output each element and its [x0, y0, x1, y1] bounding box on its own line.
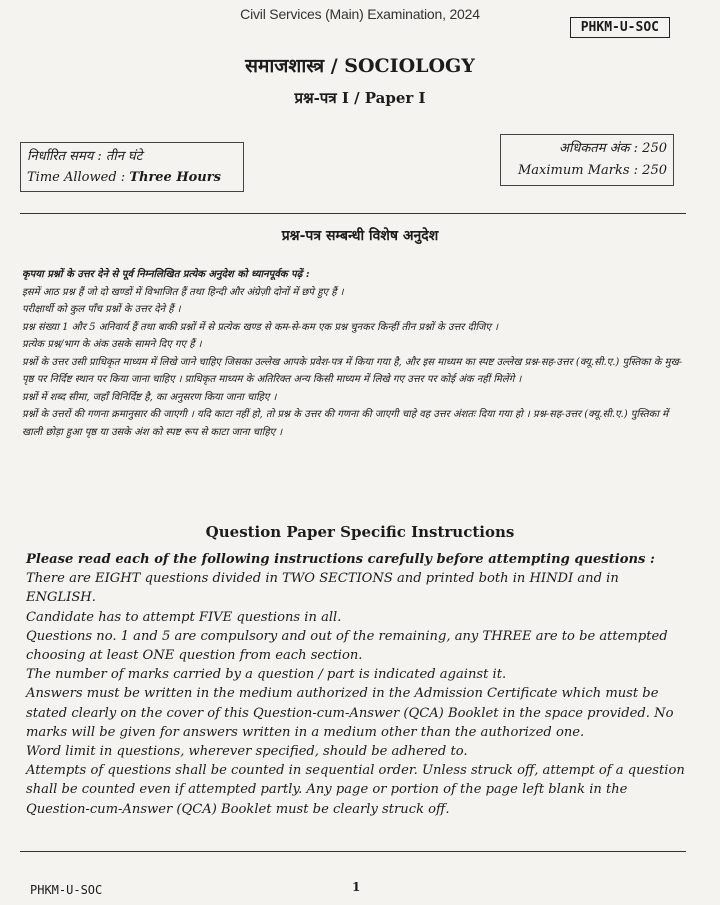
- hindi-instruction: प्रश्नों के उत्तर उसी प्राधिकृत माध्यम में लिखे जाने चाहिए जिसका उल्लेख आपके प्रवेश-पत्र में किया गया है, और इस माध्यम का स्पष्ट उल्लेख प्रश्न-सह-उत्तर (क्यू.सी.ए.) पुस्तिका के मुख-पृष्ठ पर निर्दिष्ट स्थान पर किया जाना चाहिए । प्राधिकृत माध्यम के अतिरिक्त अन्य किसी माध्यम में लिखे गए उत्तर पर कोई अंक नहीं मिलेंगे ।: [22, 356, 683, 385]
- english-instructions: [26, 550, 688, 819]
- hindi-instruction-lead: कृपया प्रश्नों के उत्तर देने से पूर्व निम्नलिखित प्रत्येक अनुदेश को ध्यानपूर्वक पढ़ें :: [22, 269, 310, 280]
- english-instructions-heading: Question Paper Specific Instructions: [205, 523, 515, 541]
- subject-title: समाजशास्त्र / SOCIOLOGY: [245, 55, 475, 77]
- hindi-instruction: इसमें आठ प्रश्न हैं जो दो खण्डों में विभाजित हैं तथा हिन्दी और अंग्रेज़ी दोनों में छपे हुए हैं ।: [22, 286, 344, 298]
- english-instruction: Candidate has to attempt FIVE questions in all.: [26, 609, 342, 625]
- english-instruction: Word limit in questions, wherever specified, should be adhered to.: [26, 744, 468, 760]
- english-instruction: The number of marks carried by a question / part is indicated against it.: [26, 667, 507, 683]
- footer-divider: [20, 851, 686, 852]
- page-number: 1: [352, 880, 361, 894]
- hindi-instruction: प्रश्नों में शब्द सीमा, जहाँ विनिर्दिष्ट है, का अनुसरण किया जाना चाहिए ।: [22, 391, 277, 403]
- hindi-instructions: [22, 266, 690, 441]
- hindi-instruction: प्रश्न संख्या 1 और 5 अनिवार्य हैं तथा बाकी प्रश्नों में से प्रत्येक खण्ड से कम-से-कम एक प्रश्न चुनकर किन्हीं तीन प्रश्नों के उत्तर दीजिए ।: [22, 321, 498, 333]
- time-allowed-box: [20, 142, 244, 192]
- maximum-marks-english: Maximum Marks : 250: [518, 163, 667, 178]
- paper-code-box: PHKM-U-SOC: [570, 17, 670, 38]
- time-allowed-hindi: निर्धारित समय : तीन घंटे: [27, 149, 143, 164]
- hindi-instructions-heading: प्रश्न-पत्र सम्बन्धी विशेष अनुदेश: [281, 228, 439, 244]
- english-instruction-lead: Please read each of the following instructions carefully before attempting questions :: [26, 552, 655, 567]
- hindi-instruction: परीक्षार्थी को कुल पाँच प्रश्नों के उत्तर देने हैं ।: [22, 304, 181, 315]
- english-instruction: Answers must be written in the medium authorized in the Admission Certificate which must be stated clearly on the cover of this Question-cum-Answer (QCA) Booklet in the space provided. No marks will be given for answers written in a medium other than the authorized one.: [26, 686, 674, 740]
- english-instruction: There are EIGHT questions divided in TWO SECTIONS and printed both in HINDI and in ENGLISH.: [26, 571, 619, 606]
- time-allowed-english: [27, 167, 237, 188]
- english-instruction: Questions no. 1 and 5 are compulsory and out of the remaining, any THREE are to be attempted choosing at least ONE question from each section.: [26, 628, 668, 664]
- hindi-instruction: प्रश्नों के उत्तरों की गणना क्रमानुसार की जाएगी । यदि काटा नहीं हो, तो प्रश्न के उत्तर की गणना की जाएगी चाहे वह उत्तर अंशतः दिया गया हो । प्रश्न-सह-उत्तर (क्यू.सी.ए.) पुस्तिका में खाली छोड़ा हुआ पृष्ठ या उसके अंश को स्पष्ट रूप से काटा जाना चाहिए ।: [22, 409, 669, 438]
- time-allowed-value: Three Hours: [129, 170, 221, 185]
- hindi-instruction: प्रत्येक प्रश्न/भाग के अंक उसके सामने दिए गए हैं ।: [22, 339, 202, 350]
- maximum-marks-box: [500, 134, 674, 186]
- exam-title: Civil Services (Main) Examination, 2024: [240, 6, 480, 22]
- paper-title: प्रश्न-पत्र I / Paper I: [294, 89, 426, 107]
- header-divider: [20, 213, 686, 214]
- time-allowed-label: Time Allowed :: [27, 170, 130, 185]
- footer-paper-code: PHKM-U-SOC: [30, 883, 103, 897]
- maximum-marks-hindi: अधिकतम अंक : 250: [559, 141, 667, 156]
- english-instruction: Attempts of questions shall be counted in sequential order. Unless struck off, attempt of a question shall be counted even if attempted partly. Any page or portion of the page left blank in the Question-cum-Answer (QCA) Booklet must be clearly struck off.: [26, 763, 685, 817]
